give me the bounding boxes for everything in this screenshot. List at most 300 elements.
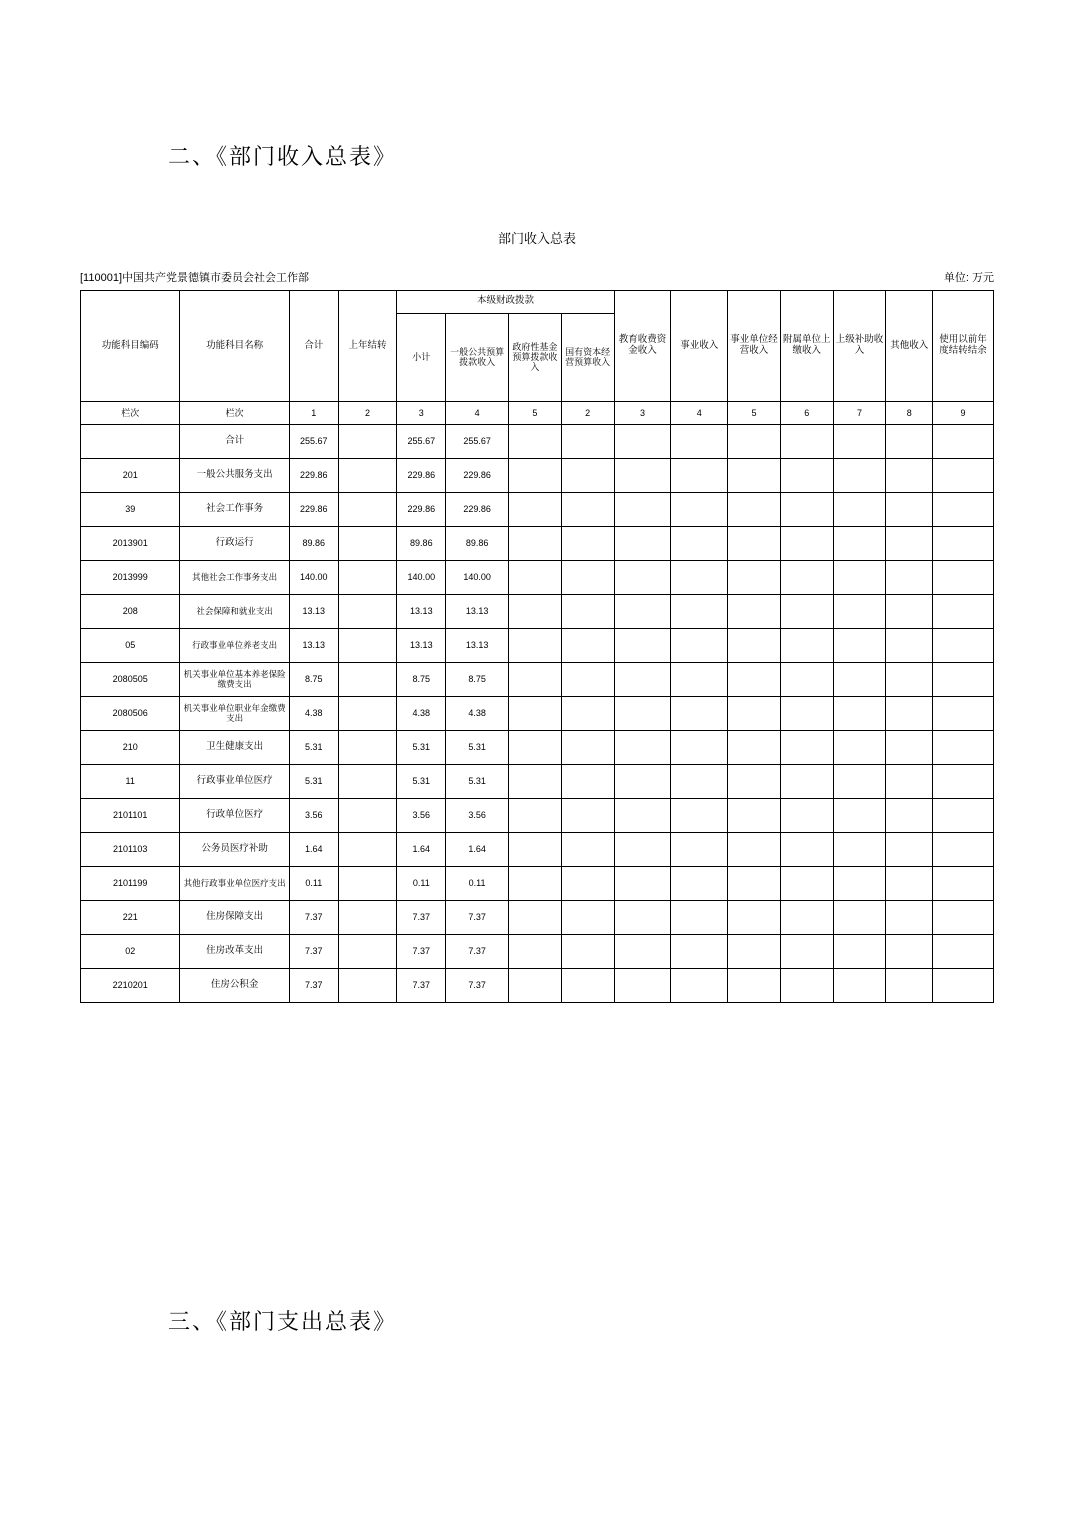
cell-edu [614,561,671,595]
cell-carry [338,493,397,527]
colnum-9: 4 [671,402,728,425]
cell-carry [338,459,397,493]
cell-carry [338,663,397,697]
cell-soe [561,799,614,833]
colnum-2: 1 [289,402,338,425]
cell-career [671,493,728,527]
cell-prev [933,697,994,731]
cell-gen: 255.67 [446,425,509,459]
cell-gen: 3.56 [446,799,509,833]
cell-edu [614,799,671,833]
cell-total: 7.37 [289,935,338,969]
cell-op [728,697,781,731]
table-row [81,527,994,561]
cell-affil [780,935,833,969]
cell-prev [933,765,994,799]
cell-higher [833,493,886,527]
cell-fund [509,459,562,493]
cell-carry [338,425,397,459]
cell-prev [933,629,994,663]
cell-name: 其他行政事业单位医疗支出 [180,867,290,901]
colnum-12: 7 [833,402,886,425]
cell-gen: 8.75 [446,663,509,697]
header-total: 合计 [289,291,338,402]
cell-career [671,595,728,629]
cell-prev [933,901,994,935]
cell-edu [614,629,671,663]
header-higher-subsidy-income: 上级补助收入 [833,291,886,402]
cell-name: 住房公积金 [180,969,290,1003]
cell-soe [561,901,614,935]
cell-carry [338,833,397,867]
cell-op [728,527,781,561]
cell-other [886,765,933,799]
cell-career [671,833,728,867]
cell-edu [614,833,671,867]
unit-label: 单位: 万元 [943,272,994,284]
table-row [81,561,994,595]
table-column-number-row [81,402,994,425]
cell-gen: 89.86 [446,527,509,561]
cell-career [671,935,728,969]
cell-affil [780,731,833,765]
cell-gen: 13.13 [446,629,509,663]
cell-op [728,833,781,867]
cell-higher [833,833,886,867]
cell-name: 社会工作事务 [180,493,290,527]
cell-prev [933,969,994,1003]
cell-career [671,697,728,731]
cell-fund [509,731,562,765]
cell-name: 机关事业单位基本养老保险缴费支出 [180,663,290,697]
cell-soe [561,493,614,527]
cell-sub: 4.38 [397,697,446,731]
cell-prev [933,799,994,833]
cell-total: 229.86 [289,493,338,527]
cell-career [671,765,728,799]
table-row [81,901,994,935]
cell-affil [780,833,833,867]
cell-affil [780,663,833,697]
cell-sub: 8.75 [397,663,446,697]
cell-sub: 140.00 [397,561,446,595]
colnum-11: 6 [780,402,833,425]
cell-name: 其他社会工作事务支出 [180,561,290,595]
cell-other [886,867,933,901]
cell-sub: 3.56 [397,799,446,833]
cell-prev [933,833,994,867]
cell-affil [780,527,833,561]
cell-prev [933,425,994,459]
cell-carry [338,969,397,1003]
table-row [81,425,994,459]
cell-carry [338,527,397,561]
cell-code: 210 [81,731,180,765]
cell-edu [614,935,671,969]
cell-sub: 7.37 [397,935,446,969]
cell-soe [561,629,614,663]
header-functional-name: 功能科目名称 [180,291,290,402]
cell-total: 3.56 [289,799,338,833]
cell-other [886,561,933,595]
cell-prev [933,459,994,493]
cell-carry [338,867,397,901]
cell-sub: 229.86 [397,493,446,527]
header-soe-capital-income: 国有资本经营预算收入 [561,313,614,401]
colnum-13: 8 [886,402,933,425]
table-row [81,629,994,663]
cell-soe [561,459,614,493]
table-row [81,493,994,527]
cell-name: 住房改革支出 [180,935,290,969]
cell-prev [933,561,994,595]
cell-op [728,595,781,629]
table-row [81,867,994,901]
cell-gen: 229.86 [446,459,509,493]
cell-higher [833,969,886,1003]
cell-other [886,935,933,969]
cell-code: 02 [81,935,180,969]
colnum-1: 栏次 [180,402,290,425]
cell-soe [561,833,614,867]
cell-op [728,425,781,459]
cell-code: 2080505 [81,663,180,697]
cell-name: 合计 [180,425,290,459]
table-row [81,663,994,697]
cell-prev [933,731,994,765]
cell-code: 2101101 [81,799,180,833]
cell-edu [614,493,671,527]
cell-higher [833,731,886,765]
header-fiscal-group: 本级财政拨款 [397,291,614,314]
cell-other [886,969,933,1003]
cell-higher [833,595,886,629]
cell-career [671,867,728,901]
cell-prev [933,663,994,697]
cell-total: 7.37 [289,901,338,935]
cell-op [728,901,781,935]
header-gov-fund-income: 政府性基金预算拨款收入 [509,313,562,401]
cell-edu [614,901,671,935]
cell-other [886,901,933,935]
cell-career [671,799,728,833]
cell-affil [780,765,833,799]
cell-gen: 7.37 [446,969,509,1003]
header-general-budget-income: 一般公共预算拨款收入 [446,313,509,401]
cell-fund [509,901,562,935]
cell-other [886,731,933,765]
cell-career [671,969,728,1003]
cell-higher [833,425,886,459]
cell-total: 5.31 [289,731,338,765]
colnum-4: 3 [397,402,446,425]
cell-other [886,697,933,731]
cell-carry [338,731,397,765]
colnum-5: 4 [446,402,509,425]
cell-gen: 1.64 [446,833,509,867]
section-heading-expense: 三、《部门支出总表》 [168,1309,398,1334]
cell-higher [833,663,886,697]
cell-edu [614,867,671,901]
cell-prev [933,935,994,969]
table-row [81,731,994,765]
cell-soe [561,969,614,1003]
cell-career [671,629,728,663]
colnum-3: 2 [338,402,397,425]
cell-higher [833,765,886,799]
cell-soe [561,867,614,901]
cell-sub: 13.13 [397,629,446,663]
cell-sub: 229.86 [397,459,446,493]
cell-soe [561,527,614,561]
cell-carry [338,935,397,969]
cell-total: 13.13 [289,629,338,663]
cell-op [728,629,781,663]
cell-op [728,799,781,833]
cell-fund [509,833,562,867]
cell-career [671,901,728,935]
cell-code [81,425,180,459]
department-label: [110001]中国共产党景德镇市委员会社会工作部 [80,272,310,284]
cell-op [728,765,781,799]
header-subtotal: 小计 [397,313,446,401]
cell-fund [509,425,562,459]
cell-edu [614,527,671,561]
cell-affil [780,697,833,731]
cell-edu [614,969,671,1003]
cell-carry [338,765,397,799]
cell-total: 5.31 [289,765,338,799]
cell-fund [509,595,562,629]
cell-code: 2210201 [81,969,180,1003]
cell-other [886,629,933,663]
cell-op [728,459,781,493]
cell-other [886,799,933,833]
cell-edu [614,731,671,765]
cell-name: 公务员医疗补助 [180,833,290,867]
cell-sub: 5.31 [397,765,446,799]
cell-affil [780,867,833,901]
table-row [81,799,994,833]
cell-other [886,459,933,493]
cell-affil [780,425,833,459]
table-row [81,595,994,629]
cell-affil [780,901,833,935]
cell-code: 221 [81,901,180,935]
cell-fund [509,935,562,969]
header-career-income: 事业收入 [671,291,728,402]
cell-fund [509,561,562,595]
cell-career [671,425,728,459]
cell-name: 行政事业单位医疗 [180,765,290,799]
cell-sub: 7.37 [397,901,446,935]
cell-op [728,935,781,969]
cell-career [671,663,728,697]
cell-edu [614,595,671,629]
cell-higher [833,935,886,969]
cell-other [886,663,933,697]
section-heading-income: 二、《部门收入总表》 [168,144,398,169]
table-header-group-row [81,291,994,314]
cell-name: 行政单位医疗 [180,799,290,833]
cell-fund [509,663,562,697]
cell-soe [561,731,614,765]
cell-name: 行政运行 [180,527,290,561]
table-row [81,697,994,731]
colnum-6: 5 [509,402,562,425]
header-affiliated-income: 附属单位上缴收入 [780,291,833,402]
header-operation-income: 事业单位经营收入 [728,291,781,402]
cell-soe [561,935,614,969]
cell-total: 229.86 [289,459,338,493]
cell-affil [780,459,833,493]
cell-sub: 0.11 [397,867,446,901]
cell-code: 2101199 [81,867,180,901]
cell-sub: 13.13 [397,595,446,629]
cell-edu [614,663,671,697]
table-title: 部门收入总表 [497,231,576,246]
cell-higher [833,561,886,595]
cell-career [671,731,728,765]
cell-gen: 4.38 [446,697,509,731]
cell-carry [338,595,397,629]
cell-name: 社会保障和就业支出 [180,595,290,629]
header-carryover: 上年结转 [338,291,397,402]
cell-soe [561,425,614,459]
cell-total: 255.67 [289,425,338,459]
cell-total: 140.00 [289,561,338,595]
cell-fund [509,493,562,527]
cell-sub: 89.86 [397,527,446,561]
cell-affil [780,629,833,663]
table-row [81,935,994,969]
cell-gen: 5.31 [446,731,509,765]
cell-code: 2013999 [81,561,180,595]
cell-affil [780,561,833,595]
cell-op [728,493,781,527]
cell-carry [338,561,397,595]
colnum-10: 5 [728,402,781,425]
cell-sub: 5.31 [397,731,446,765]
cell-sub: 1.64 [397,833,446,867]
cell-higher [833,799,886,833]
cell-op [728,969,781,1003]
cell-carry [338,799,397,833]
cell-affil [780,595,833,629]
cell-op [728,867,781,901]
cell-name: 机关事业单位职业年金缴费支出 [180,697,290,731]
cell-prev [933,527,994,561]
cell-total: 0.11 [289,867,338,901]
cell-soe [561,595,614,629]
cell-affil [780,493,833,527]
cell-op [728,731,781,765]
cell-affil [780,969,833,1003]
colnum-14: 9 [933,402,994,425]
cell-edu [614,697,671,731]
cell-soe [561,663,614,697]
cell-affil [780,799,833,833]
cell-carry [338,697,397,731]
cell-soe [561,697,614,731]
cell-fund [509,867,562,901]
cell-op [728,663,781,697]
cell-total: 4.38 [289,697,338,731]
cell-other [886,595,933,629]
cell-higher [833,697,886,731]
cell-total: 1.64 [289,833,338,867]
cell-higher [833,901,886,935]
table-body [81,425,994,1003]
colnum-7: 2 [561,402,614,425]
cell-name: 行政事业单位养老支出 [180,629,290,663]
cell-career [671,527,728,561]
cell-other [886,493,933,527]
cell-higher [833,459,886,493]
cell-career [671,459,728,493]
cell-other [886,425,933,459]
cell-code: 201 [81,459,180,493]
cell-fund [509,697,562,731]
cell-higher [833,527,886,561]
income-summary-table [80,290,994,1003]
cell-name: 一般公共服务支出 [180,459,290,493]
cell-code: 39 [81,493,180,527]
header-education-fee-income: 教育收费资金收入 [614,291,671,402]
cell-prev [933,595,994,629]
header-functional-code: 功能科目编码 [81,291,180,402]
table-row [81,459,994,493]
cell-gen: 140.00 [446,561,509,595]
cell-sub: 255.67 [397,425,446,459]
cell-fund [509,969,562,1003]
cell-fund [509,799,562,833]
cell-code: 2013901 [81,527,180,561]
cell-sub: 7.37 [397,969,446,1003]
cell-fund [509,765,562,799]
cell-code: 11 [81,765,180,799]
cell-code: 208 [81,595,180,629]
cell-total: 8.75 [289,663,338,697]
cell-fund [509,629,562,663]
cell-total: 13.13 [289,595,338,629]
cell-other [886,833,933,867]
cell-op [728,561,781,595]
cell-name: 住房保障支出 [180,901,290,935]
colnum-8: 3 [614,402,671,425]
cell-career [671,561,728,595]
header-prev-year-carryover: 使用以前年度结转结余 [933,291,994,402]
cell-gen: 0.11 [446,867,509,901]
table-row [81,765,994,799]
cell-total: 7.37 [289,969,338,1003]
cell-higher [833,867,886,901]
cell-code: 2101103 [81,833,180,867]
table-row [81,969,994,1003]
cell-edu [614,425,671,459]
cell-carry [338,629,397,663]
cell-name: 卫生健康支出 [180,731,290,765]
cell-code: 2080506 [81,697,180,731]
cell-other [886,527,933,561]
cell-gen: 7.37 [446,935,509,969]
cell-carry [338,901,397,935]
cell-fund [509,527,562,561]
cell-edu [614,459,671,493]
cell-gen: 5.31 [446,765,509,799]
cell-code: 05 [81,629,180,663]
cell-edu [614,765,671,799]
